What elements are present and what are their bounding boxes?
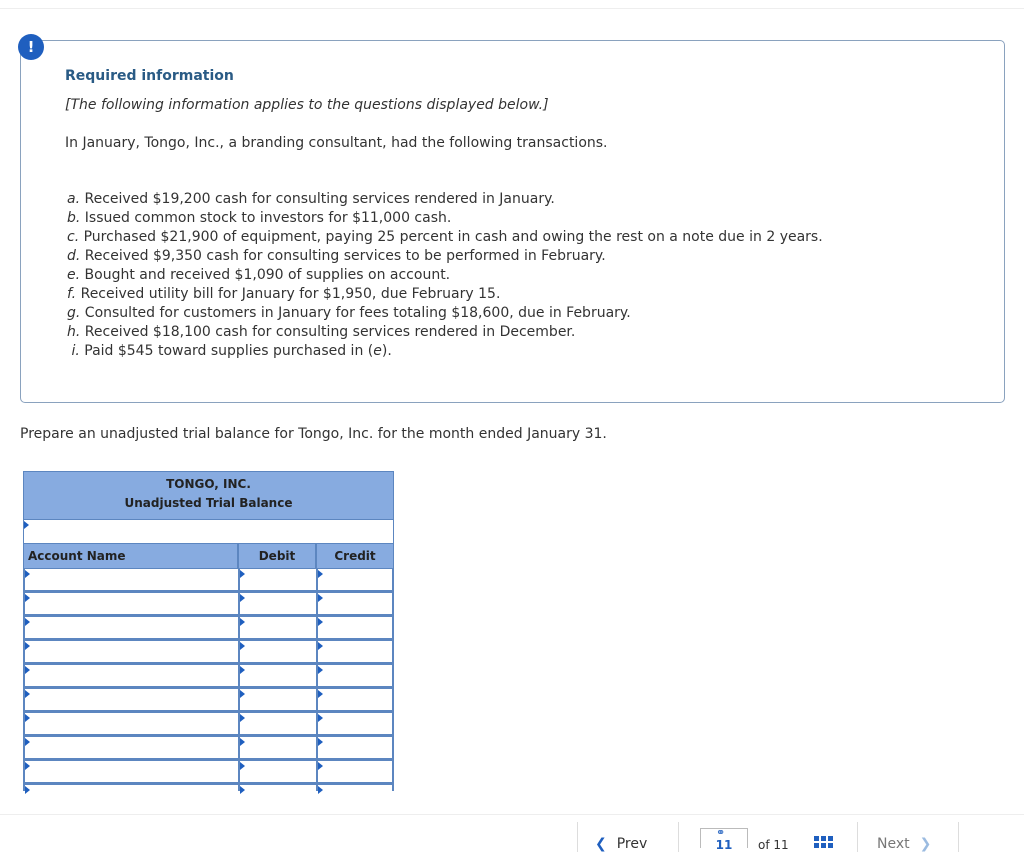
- debit-input[interactable]: [238, 689, 316, 713]
- transaction-item: h. Received $18,100 cash for consulting services rendered in December.: [67, 324, 576, 340]
- credit-input[interactable]: [316, 689, 394, 713]
- account-name-input[interactable]: [23, 665, 238, 689]
- top-divider: [0, 8, 1024, 9]
- input-marker-icon: [318, 570, 323, 578]
- credit-input[interactable]: [316, 617, 394, 641]
- input-marker-icon: [25, 642, 30, 650]
- account-name-input[interactable]: [23, 737, 238, 761]
- credit-header: Credit: [334, 549, 376, 563]
- prev-button[interactable]: ❮ Prev: [595, 836, 648, 852]
- debit-input[interactable]: [238, 593, 316, 617]
- table-row: [23, 569, 394, 593]
- input-marker-icon: [25, 570, 30, 578]
- input-marker-icon: [240, 594, 245, 602]
- debit-input[interactable]: [238, 641, 316, 665]
- period-input[interactable]: [23, 520, 394, 544]
- input-marker-icon: [318, 738, 323, 746]
- page-total: of 11: [758, 838, 789, 852]
- table-row-partial: [23, 785, 394, 791]
- credit-input[interactable]: [316, 569, 394, 593]
- transaction-item: d. Received $9,350 cash for consulting services to be performed in February.: [67, 248, 606, 264]
- transaction-item: b. Issued common stock to investors for $11,000 cash.: [67, 210, 452, 226]
- info-note: [The following information applies to the questions displayed below.]: [65, 97, 549, 113]
- table-row: [23, 665, 394, 689]
- debit-header: Debit: [239, 544, 317, 568]
- credit-input[interactable]: [316, 593, 394, 617]
- table-row: [23, 713, 394, 737]
- credit-input[interactable]: [316, 737, 394, 761]
- input-marker-icon: [318, 762, 323, 770]
- account-name-input[interactable]: [23, 617, 238, 641]
- transaction-item: f. Received utility bill for January for $1,950, due February 15.: [67, 286, 501, 302]
- input-marker-icon: [318, 666, 323, 674]
- table-row: [23, 641, 394, 665]
- debit-input[interactable]: [238, 737, 316, 761]
- account-name-input[interactable]: [23, 641, 238, 665]
- input-marker-icon: [240, 786, 245, 794]
- transaction-item: i. Paid $545 toward supplies purchased in (e).: [71, 343, 392, 359]
- link-icon: ⚭: [716, 826, 726, 839]
- input-marker-icon: [318, 642, 323, 650]
- exclamation-icon: !: [18, 34, 44, 60]
- current-page-indicator[interactable]: 11: [700, 828, 748, 848]
- account-name-input[interactable]: [23, 593, 238, 617]
- table-row: [23, 761, 394, 785]
- account-name-input[interactable]: [23, 785, 238, 791]
- account-name-input[interactable]: [23, 761, 238, 785]
- input-marker-icon: [25, 618, 30, 626]
- column-headers: [23, 544, 394, 569]
- next-button[interactable]: Next ❯: [877, 836, 932, 852]
- debit-input[interactable]: [238, 569, 316, 593]
- table-row: [23, 737, 394, 761]
- input-marker-icon: [25, 594, 30, 602]
- transaction-item: c. Purchased $21,900 of equipment, paying 25 percent in cash and owing the rest on a note due in 2 years.: [67, 229, 823, 245]
- input-marker-icon: [25, 786, 30, 794]
- bottom-divider: [0, 814, 1024, 815]
- trial-balance-header: [23, 471, 394, 520]
- statement-title: Unadjusted Trial Balance: [124, 496, 293, 510]
- info-intro: In January, Tongo, Inc., a branding consultant, had the following transactions.: [65, 135, 608, 151]
- info-title: Required information: [65, 68, 234, 84]
- required-information-panel: [20, 40, 1005, 403]
- input-marker-icon: [24, 521, 29, 529]
- input-marker-icon: [240, 690, 245, 698]
- credit-input[interactable]: [316, 785, 394, 791]
- question-prompt: Prepare an unadjusted trial balance for Tongo, Inc. for the month ended January 31.: [20, 426, 607, 442]
- account-name-header: Account Name: [24, 544, 239, 568]
- chevron-left-icon: ❮: [595, 836, 607, 852]
- credit-input[interactable]: [316, 665, 394, 689]
- input-marker-icon: [240, 666, 245, 674]
- table-row: [23, 689, 394, 713]
- debit-input[interactable]: [238, 665, 316, 689]
- account-name-input[interactable]: [23, 569, 238, 593]
- transaction-item: g. Consulted for customers in January for fees totaling $18,600, due in February.: [67, 305, 631, 321]
- credit-input[interactable]: [316, 641, 394, 665]
- account-name-input[interactable]: [23, 689, 238, 713]
- input-marker-icon: [240, 762, 245, 770]
- input-marker-icon: [318, 690, 323, 698]
- debit-input[interactable]: [238, 761, 316, 785]
- transaction-list: [67, 190, 823, 361]
- table-row: [23, 617, 394, 641]
- debit-input[interactable]: [238, 617, 316, 641]
- input-marker-icon: [25, 714, 30, 722]
- table-row: [23, 593, 394, 617]
- credit-input[interactable]: [316, 761, 394, 785]
- company-name: TONGO, INC.: [166, 477, 251, 491]
- input-marker-icon: [318, 594, 323, 602]
- input-marker-icon: [240, 714, 245, 722]
- input-marker-icon: [318, 618, 323, 626]
- credit-input[interactable]: [316, 713, 394, 737]
- grid-icon[interactable]: [814, 836, 833, 848]
- transaction-item: a. Received $19,200 cash for consulting services rendered in January.: [67, 191, 555, 207]
- input-marker-icon: [240, 618, 245, 626]
- debit-input[interactable]: [238, 713, 316, 737]
- input-marker-icon: [240, 642, 245, 650]
- transaction-item: e. Bought and received $1,090 of supplies on account.: [67, 267, 451, 283]
- chevron-right-icon: ❯: [919, 836, 932, 852]
- input-marker-icon: [25, 762, 30, 770]
- input-marker-icon: [25, 666, 30, 674]
- input-marker-icon: [240, 570, 245, 578]
- debit-input[interactable]: [238, 785, 316, 791]
- input-marker-icon: [240, 738, 245, 746]
- input-marker-icon: [25, 690, 30, 698]
- account-name-input[interactable]: [23, 713, 238, 737]
- trial-balance-table: [23, 471, 394, 791]
- input-marker-icon: [25, 738, 30, 746]
- input-marker-icon: [318, 714, 323, 722]
- input-marker-icon: [318, 786, 323, 794]
